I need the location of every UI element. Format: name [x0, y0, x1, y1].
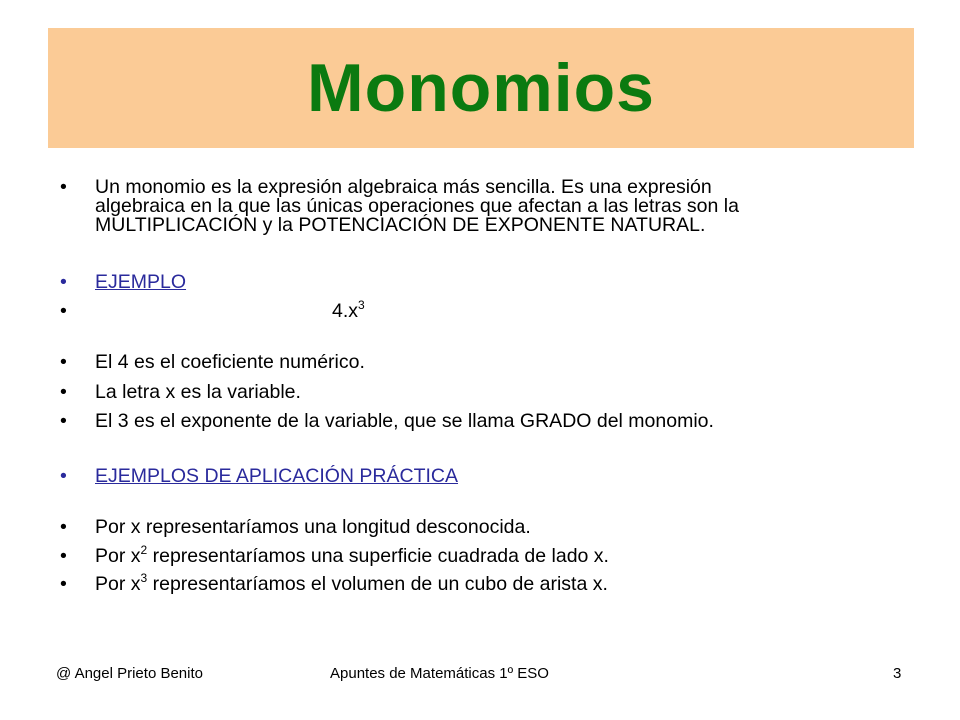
formula-exponent: 3 — [358, 297, 365, 312]
bullet-dot: • — [60, 544, 67, 567]
surface-exponent: 2 — [140, 542, 148, 557]
footer-page-number: 3 — [893, 665, 902, 682]
title-banner — [48, 28, 914, 148]
practical-item — [60, 518, 910, 538]
practical-surface — [95, 542, 609, 567]
volume-exponent: 3 — [140, 571, 148, 586]
slide-content — [60, 178, 910, 595]
formula-item — [60, 297, 910, 322]
practical-item — [60, 542, 910, 567]
practical-volume-pre: Por x — [95, 573, 141, 596]
example-link[interactable]: EJEMPLO — [95, 271, 187, 294]
fact-variable: La letra x es la variable. — [95, 380, 301, 403]
practical-surface-post: representaríamos una superficie cuadrada de lado x. — [147, 544, 609, 567]
fact-coefficient: El 4 es el coeficiente numérico. — [95, 351, 365, 374]
bullet-dot: • — [60, 176, 67, 198]
formula-base: 4.x — [332, 299, 359, 322]
practical-length: Por x representaríamos una longitud desconocida. — [95, 516, 531, 539]
bullet-dot: • — [60, 573, 67, 596]
bullet-dot: • — [60, 271, 67, 294]
bullet-dot: • — [60, 351, 67, 374]
fact-item — [60, 353, 910, 373]
intro-item — [60, 178, 910, 235]
example-item[interactable] — [60, 273, 910, 293]
bullet-dot: • — [60, 464, 67, 487]
bullet-dot: • — [60, 410, 67, 433]
bullet-dot: • — [60, 516, 67, 539]
intro-line-1: Un monomio es la expresión algebraica más sencilla. Es una expresión — [95, 176, 712, 198]
practical-surface-pre: Por x — [95, 544, 141, 567]
formula-text — [95, 297, 365, 322]
practical-link[interactable]: EJEMPLOS DE APLICACIÓN PRÁCTICA — [95, 464, 459, 487]
fact-item — [60, 380, 910, 403]
intro-line-3: MULTIPLICACIÓN y la POTENCIACIÓN DE EXPONENTE NATURAL. — [95, 214, 706, 237]
page-title: Monomios — [307, 50, 655, 126]
practical-volume — [95, 573, 608, 595]
intro-line-2: algebraica en la que las únicas operaciones que afectan a las letras son la — [95, 195, 739, 218]
bullet-dot: • — [60, 380, 67, 403]
fact-degree: El 3 es el exponente de la variable, que se llama GRADO del monomio. — [95, 410, 714, 433]
practical-link-item[interactable] — [60, 464, 910, 487]
bullet-dot: • — [60, 299, 67, 322]
practical-volume-post: representaríamos el volumen de un cubo de arista x. — [147, 573, 608, 596]
fact-item — [60, 412, 910, 432]
footer-course: Apuntes de Matemáticas 1º ESO — [330, 665, 549, 682]
footer-author: @ Angel Prieto Benito — [56, 665, 203, 682]
practical-item — [60, 571, 910, 596]
